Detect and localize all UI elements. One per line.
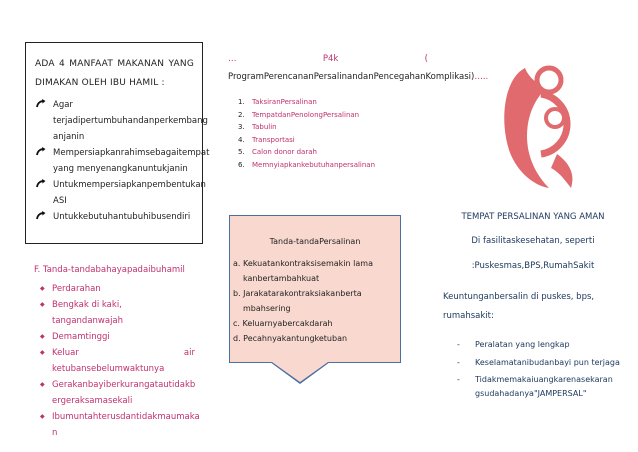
curved-arrow-icon (35, 178, 47, 190)
p4k-text: ProgramPerencananPersalinandanPencegahanKomplikasi) (228, 72, 475, 82)
list-item: - Peralatan yang lengkap (457, 338, 623, 352)
list-item: - Keselamatanibudanbayi pun terjaga (457, 356, 623, 370)
list-item: c. Keluarnyabercakdarah (233, 319, 333, 328)
facility-line: Di fasilitaskesehatan, seperti (471, 236, 595, 246)
list-item (35, 145, 210, 177)
benefit-text: Untukkebutuhantubuhibusendiri (53, 212, 191, 222)
safe-delivery-title: TEMPAT PERSALINAN YANG AMAN (461, 212, 605, 222)
p4k-section (228, 52, 489, 171)
air-word: air (183, 348, 195, 358)
facility-benefits-list (443, 338, 623, 400)
p4k-list (238, 96, 428, 171)
list-item: ◆ Gerakanbayiberkurangatautidakb ergeraksamasekali (40, 377, 195, 409)
list-item: 4. Transportasi (238, 135, 295, 144)
curved-arrow-icon (35, 146, 47, 158)
labor-signs-list (230, 256, 400, 346)
p4k-dots: ….. (474, 72, 489, 82)
list-item: ◆ Perdarahan (40, 281, 195, 297)
benefit-text: Mempersiapkanrahimsebagaitempat yang menyenangkanuntukjanin (53, 148, 210, 174)
list-item: ◆ Demamtinggi (40, 329, 195, 345)
nutrition-benefits-box (25, 42, 210, 244)
list-item: 3. Tabulin (238, 123, 277, 131)
benefit-text: Untukmempersiapkanpembentukan ASI (53, 180, 206, 206)
keluar-tail: ketubansebelumwaktunya (52, 364, 165, 374)
nutrition-benefits-list (35, 97, 210, 225)
curved-arrow-icon (35, 98, 47, 110)
keluar-row (52, 345, 195, 361)
danger-signs-title: F. Tanda-tandabahayapadaibuhamil (34, 265, 185, 275)
list-item: 1. TaksiranPersalinan (238, 98, 317, 106)
p4k-dash: … (228, 54, 237, 64)
list-item: d. Pecahnyakantungketuban (233, 334, 348, 343)
list-item (35, 97, 208, 145)
list-item: a. Kekuatankontraksisemakin lama kanbertambahkuat (233, 259, 373, 283)
list-item: 5. Calon donor darah (238, 148, 317, 156)
p4k-heading (228, 52, 428, 66)
benefits-paragraph: Keuntunganbersalin di puskes, bps, rumahsakit: (443, 292, 595, 321)
benefit-text: Agar terjadipertumbuhandanperkembang anjanin (53, 100, 208, 142)
keluar-word: ◆ Keluar (52, 348, 79, 358)
list-item: 2. TempatdanPenolongPersalinan (238, 110, 360, 119)
p4k-description (228, 68, 489, 86)
labor-signs-callout (229, 215, 401, 363)
curved-arrow-icon (35, 210, 47, 222)
list-item: 6. Memnyiapkankebutuhanpersalinan (238, 160, 376, 169)
list-item: b. Jarakatarakontraksiakanberta mbahsering (233, 289, 362, 313)
mother-child-logo-icon (497, 58, 583, 192)
p4k-label: P4k (322, 54, 339, 64)
facility-names: :Puskesmas,BPS,RumahSakit (471, 261, 595, 271)
danger-signs-section (25, 256, 203, 438)
nutrition-benefits-title: ADA 4 MANFAAT MAKANAN YANG DIMAKAN OLEH IBU HAMIL : (35, 59, 194, 88)
labor-signs-title: Tanda-tandaPersalinan (269, 237, 361, 246)
list-item: ◆ Bengkak di kaki, tangandanwajah (40, 297, 195, 329)
list-item (40, 345, 195, 377)
list-item: ◆ Ibumuntahterusdantidakmaumaka n (40, 409, 195, 441)
list-item (35, 209, 194, 225)
p4k-paren: ( (424, 54, 428, 64)
danger-signs-list (34, 281, 200, 441)
list-item: - Tidakmemakaiuangkarenasekaran gsudahadanya"JAMPERSAL" (457, 373, 623, 400)
safe-delivery-section (443, 212, 623, 404)
callout-tail (272, 362, 328, 382)
list-item (35, 177, 206, 209)
